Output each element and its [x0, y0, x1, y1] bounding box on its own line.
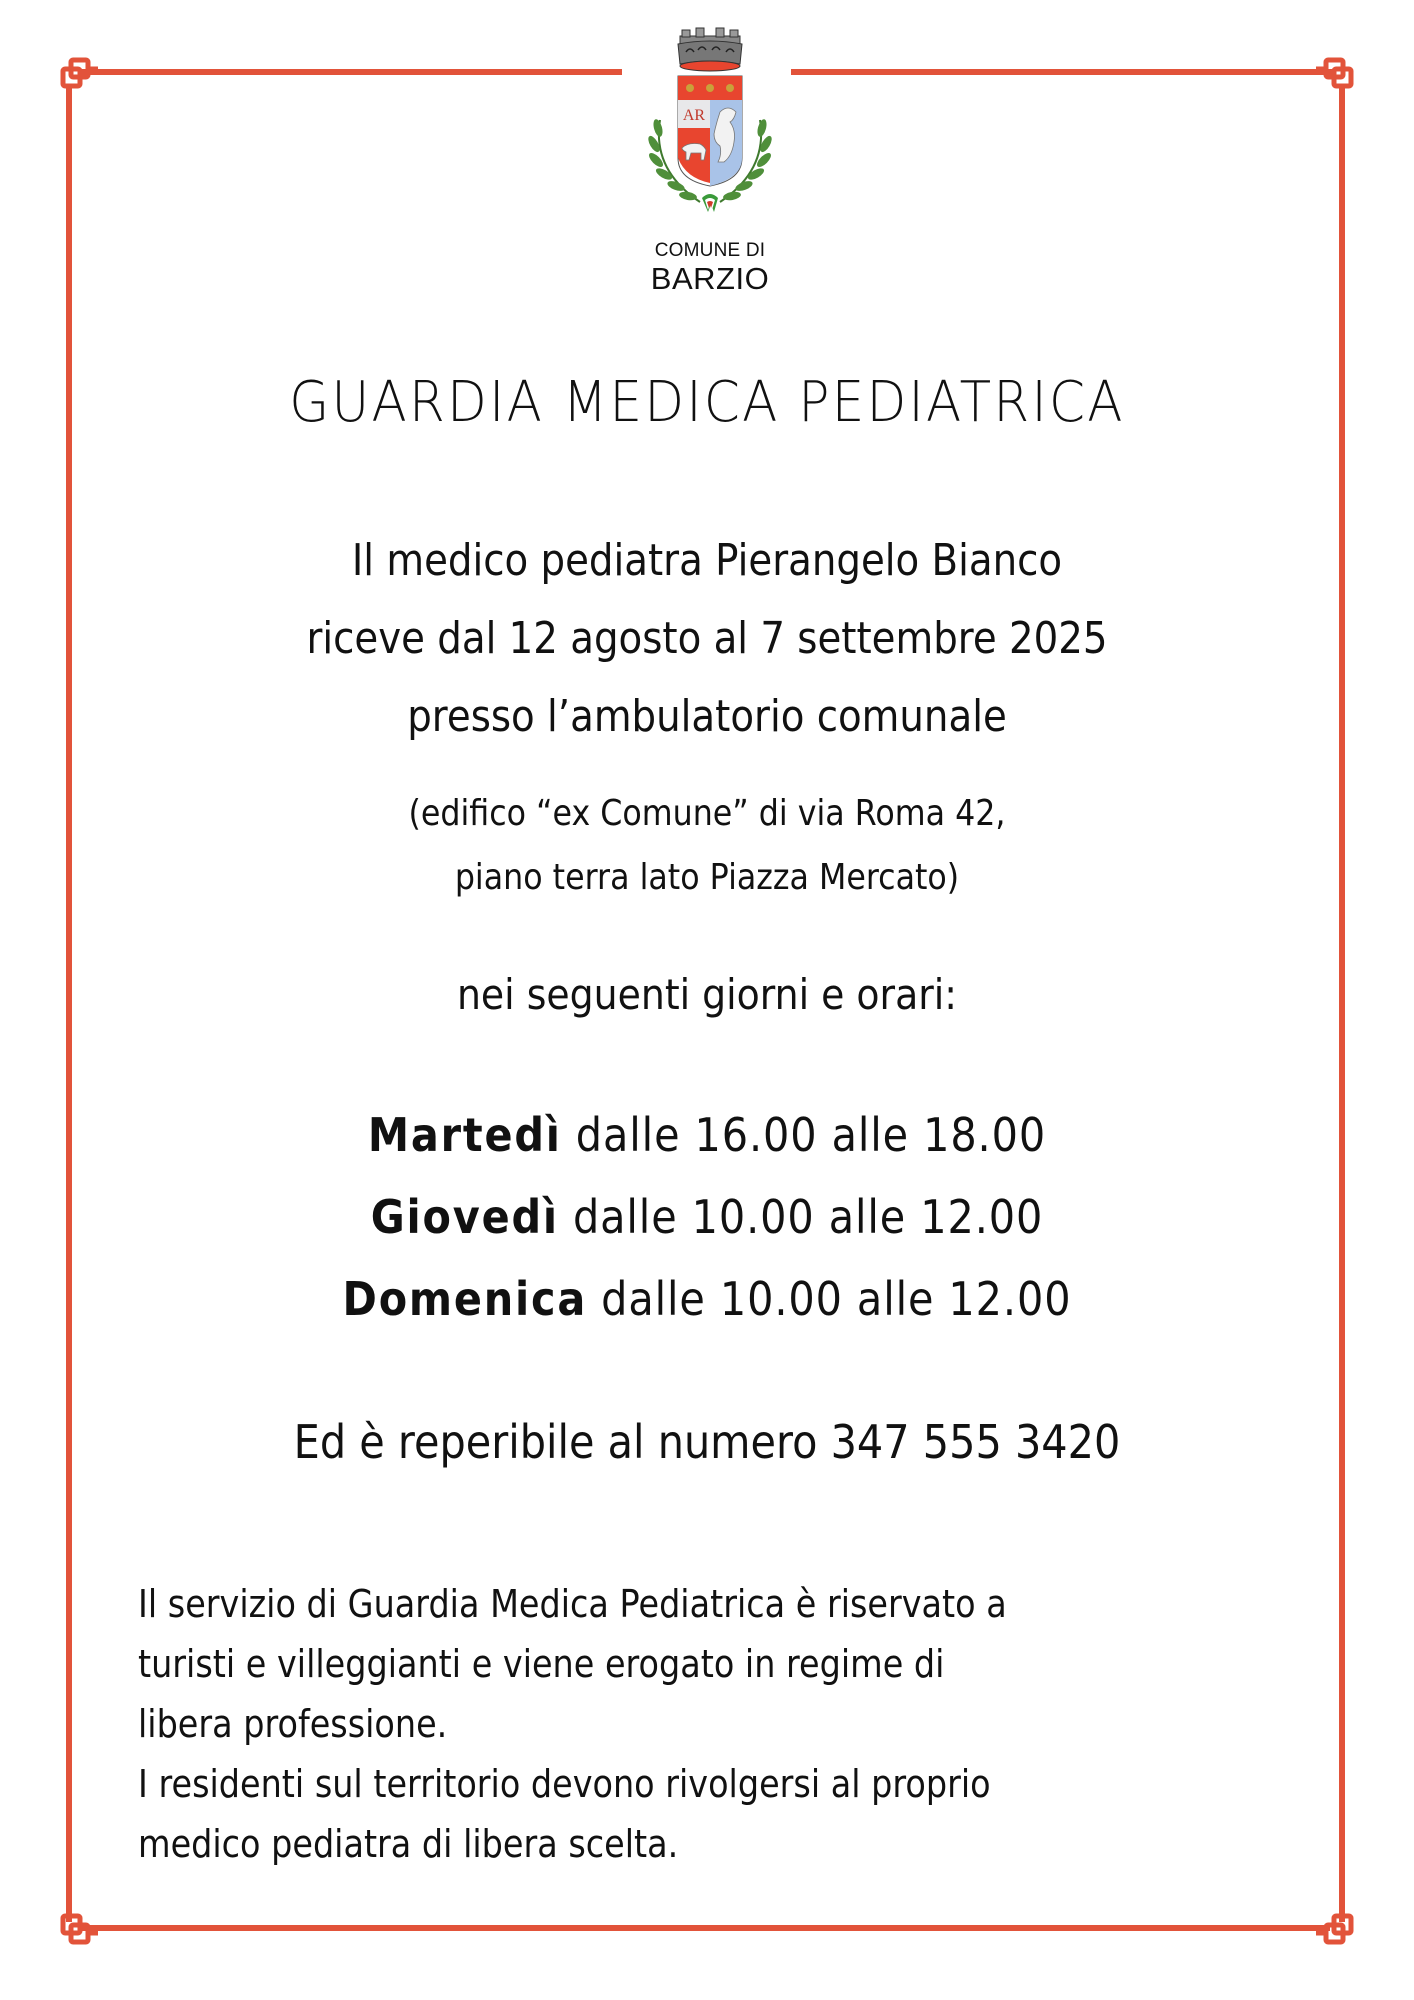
shield-icon	[678, 76, 742, 186]
corner-ornament-icon	[56, 54, 98, 96]
page-title: GUARDIA MEDICA PEDIATRICA	[289, 370, 1125, 435]
schedule-row	[71, 1094, 1344, 1176]
address-note	[0, 782, 1414, 910]
municipality-prefix: COMUNE DI	[654, 240, 766, 261]
schedule-row	[71, 1258, 1344, 1340]
contact-text: Ed è reperibile al numero 347 555 3420	[293, 1415, 1121, 1469]
intro-paragraph	[0, 522, 1414, 756]
notice-line: Il servizio di Guardia Medica Pediatrica è riservato a	[138, 1582, 1007, 1626]
schedule-day: Domenica	[342, 1272, 588, 1326]
crown-icon	[678, 28, 742, 71]
contact-line	[0, 1400, 1414, 1484]
schedule-list	[0, 1094, 1414, 1340]
notice-line: turisti e villeggianti e viene erogato in regime di	[138, 1642, 945, 1686]
border-bottom	[80, 1925, 1330, 1931]
notice-line: libera professione.	[138, 1702, 448, 1746]
corner-ornament-icon	[1316, 1906, 1358, 1948]
schedule-hours: dalle 10.00 alle 12.00	[601, 1272, 1072, 1326]
municipality-name: BARZIO	[650, 261, 770, 296]
intro-line: Il medico pediatra Pierangelo Bianco	[351, 535, 1063, 586]
coat-of-arms-icon	[630, 20, 790, 220]
svg-text:AR: AR	[682, 107, 706, 124]
service-notice	[138, 1574, 1176, 1874]
address-line: (edifico “ex Comune” di via Roma 42,	[408, 793, 1006, 834]
schedule-hours: dalle 10.00 alle 12.00	[572, 1190, 1044, 1244]
border-top-left	[78, 69, 622, 75]
schedule-row	[71, 1176, 1344, 1258]
schedule-day: Martedì	[367, 1108, 562, 1162]
corner-ornament-icon	[1316, 54, 1358, 96]
address-line: piano terra lato Piazza Mercato)	[454, 857, 960, 898]
municipality-label	[580, 240, 840, 296]
border-top-right	[791, 69, 1336, 75]
schedule-lead	[0, 960, 1414, 1030]
intro-line: riceve dal 12 agosto al 7 settembre 2025	[306, 613, 1108, 664]
notice-line: medico pediatra di libera scelta.	[138, 1822, 679, 1866]
intro-line: presso l’ambulatorio comunale	[407, 691, 1007, 742]
notice-line: I residenti sul territorio devono rivolgersi al proprio	[138, 1762, 991, 1806]
schedule-hours: dalle 16.00 alle 18.00	[575, 1108, 1047, 1162]
ribbon-icon	[702, 194, 718, 212]
schedule-day: Giovedì	[370, 1190, 559, 1244]
corner-ornament-icon	[56, 1906, 98, 1948]
schedule-lead-text: nei seguenti giorni e orari:	[456, 970, 958, 1019]
